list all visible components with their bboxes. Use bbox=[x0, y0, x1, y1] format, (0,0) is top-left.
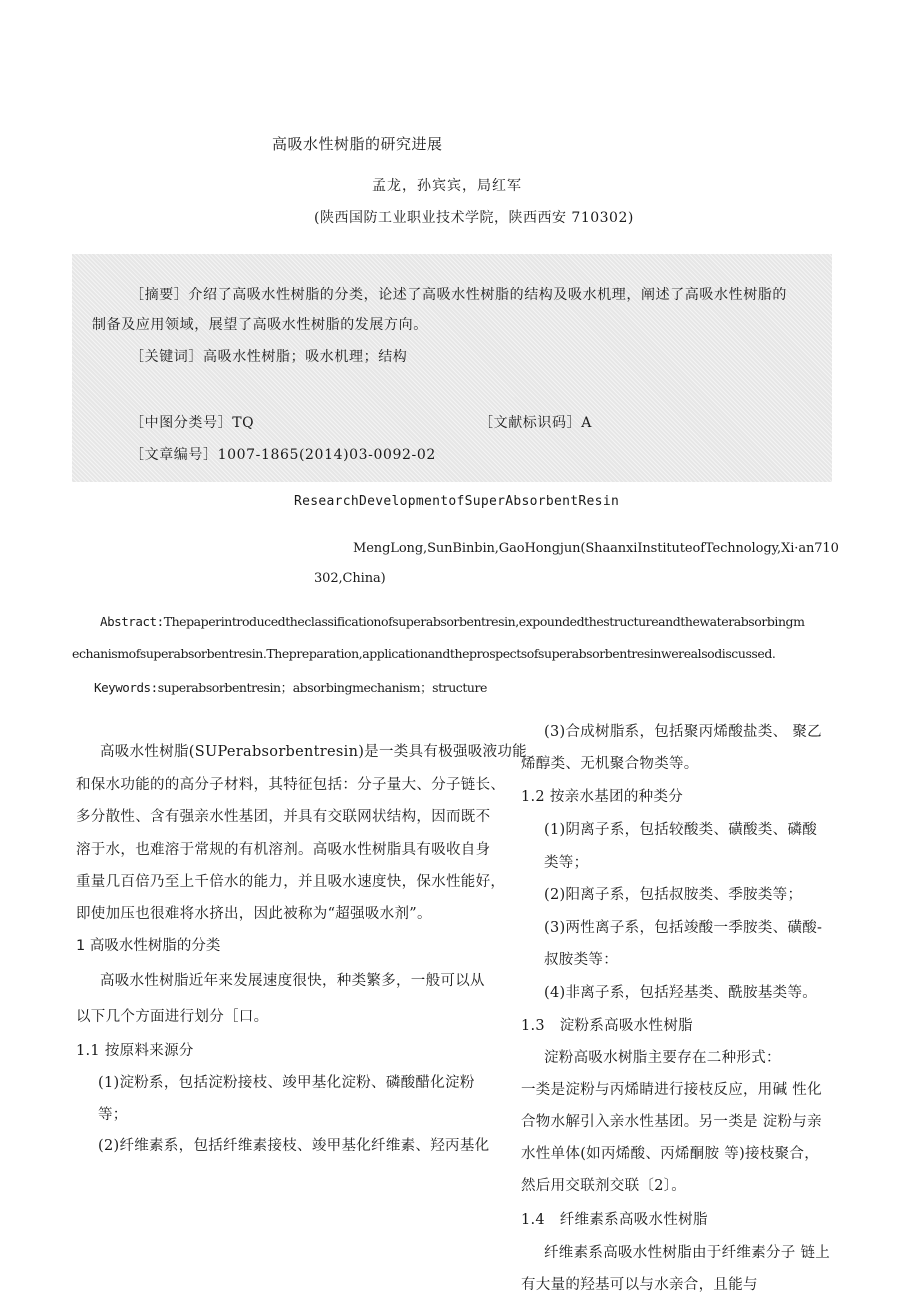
right-j3-line-2: 叔胺类等： bbox=[544, 952, 618, 968]
right-j2: (2)阳离子系，包括叔胺类、季胺类等； bbox=[544, 887, 803, 903]
right-s3: 合物水解引入亲水性基团。另一类是 淀粉与亲 bbox=[521, 1114, 822, 1130]
right-c2: 有大量的羟基可以与水亲合，且能与 bbox=[521, 1277, 758, 1293]
right-j3-line-1: (3)两性离子系，包括竣酸一季胺类、磺酸- bbox=[544, 920, 823, 936]
keywords-text: superabsorbentresin；absorbingmechanism；structure bbox=[157, 680, 488, 695]
right-j1-line-1: (1)阴离子系，包括较酸类、磺酸类、磷酸 bbox=[544, 822, 818, 838]
left-p1-line-4: 溶于水，也难溶于常规的有机溶剂。高吸水性树脂具有吸收自身 bbox=[76, 842, 491, 858]
right-j4: (4)非离子系，包括羟基类、酰胺基类等。 bbox=[544, 985, 818, 1001]
right-s2: 一类是淀粉与丙烯睛进行接枝反应，用碱 性化 bbox=[521, 1082, 822, 1098]
abstract-line-2: 制备及应用领域，展望了高吸水性树脂的发展方向。 bbox=[92, 317, 428, 333]
right-j1-line-2: 类等； bbox=[544, 855, 589, 871]
left-p1-line-3: 多分散性、含有强亲水性基团，并具有交联网状结构，因而既不 bbox=[76, 809, 491, 825]
english-title: ResearchDevelopmentofSuperAbsorbentResin bbox=[294, 494, 620, 509]
subsection-1-2: 1.2 按亲水基团的种类分 bbox=[521, 789, 684, 805]
english-keywords bbox=[94, 678, 487, 696]
keywords-label: Keywords: bbox=[94, 680, 158, 695]
abstract-line-1: ［摘要］介绍了高吸水性树脂的分类，论述了高吸水性树脂的结构及吸水机理，阐述了高吸水性树脂的 bbox=[130, 287, 787, 303]
subsection-1-4: 1.4 纤维素系高吸水性树脂 bbox=[521, 1212, 708, 1228]
subsection-1-3: 1.3 淀粉系高吸水性树脂 bbox=[521, 1018, 693, 1034]
keywords-cn: ［关键词］高吸水性树脂；吸水机理；结构 bbox=[130, 349, 408, 365]
left-item-1-line-2: 等； bbox=[98, 1107, 128, 1123]
subsection-1-1: 1.1 按原料来源分 bbox=[76, 1043, 194, 1059]
left-p1-line-5: 重量几百倍乃至上千倍水的能力，并且吸水速度快，保水性能好， bbox=[76, 874, 506, 890]
abstract-text-1: Thepaperintroducedtheclassificationofsuperabsorbentresin,expoundedthestructureandthewaterabsorbingm bbox=[163, 614, 805, 629]
right-item-3-line-1: (3)合成树脂系，包括聚丙烯酸盐类、 聚乙 bbox=[544, 724, 822, 740]
right-s5: 然后用交联剂交联〔2〕。 bbox=[521, 1178, 687, 1194]
section-heading-1: 1 高吸水性树脂的分类 bbox=[76, 938, 221, 954]
left-item-2-line-1: (2)纤维素系，包括纤维素接枝、竣甲基化纤维素、羟丙基化 bbox=[98, 1138, 490, 1154]
english-authors-line-1: MengLong,SunBinbin,GaoHongjun(ShaanxiInstituteofTechnology,Xi·an710 bbox=[353, 541, 839, 556]
english-authors-line-2: 302,China) bbox=[314, 571, 386, 586]
article-number: ［文章编号］1007-1865(2014)03-0092-02 bbox=[130, 447, 436, 463]
left-p1-line-1: 高吸水性树脂(SUPerabsorbentresin)是一类具有极强吸液功能 bbox=[100, 744, 527, 760]
right-c1: 纤维素系高吸水性树脂由于纤维素分子 链上 bbox=[544, 1245, 831, 1261]
left-p2-line-1: 高吸水性树脂近年来发展速度很快，种类繁多，一般可以从 bbox=[100, 973, 485, 989]
english-abstract-line-1 bbox=[100, 614, 805, 629]
abstract-label: Abstract: bbox=[100, 614, 164, 629]
left-item-1-line-1: (1)淀粉系，包括淀粉接枝、竣甲基化淀粉、磷酸醋化淀粉 bbox=[98, 1075, 475, 1091]
left-p1-line-2: 和保水功能的的高分子材料，其特征包括：分子量大、分子链长、 bbox=[76, 777, 506, 793]
clc-number: ［中图分类号］TQ bbox=[130, 415, 255, 431]
paper-title: 高吸水性树脂的研究进展 bbox=[272, 135, 443, 153]
left-p2-line-2: 以下几个方面进行划分［口。 bbox=[76, 1009, 269, 1025]
left-p1-line-6: 即使加压也很难将水挤出，因此被称为“超强吸水剂”。 bbox=[76, 906, 432, 922]
right-item-3-line-2: 烯醇类、无机聚合物类等。 bbox=[521, 756, 699, 772]
paper-affiliation: (陕西国防工业职业技术学院，陕西西安 710302) bbox=[314, 210, 634, 226]
document-code: ［文献标识码］A bbox=[479, 415, 592, 431]
right-s4: 水性单体(如丙烯酸、丙烯酮胺 等)接枝聚合， bbox=[521, 1146, 820, 1162]
right-s1: 淀粉高吸水树脂主要存在二种形式： bbox=[544, 1050, 781, 1066]
paper-authors: 孟龙，孙宾宾，局红军 bbox=[372, 178, 522, 194]
english-abstract-line-2: echanismofsuperabsorbentresin.Thepreparation,applicationandtheprospectsofsuperabsorbentresinwerealsodiscussed. bbox=[72, 646, 776, 661]
